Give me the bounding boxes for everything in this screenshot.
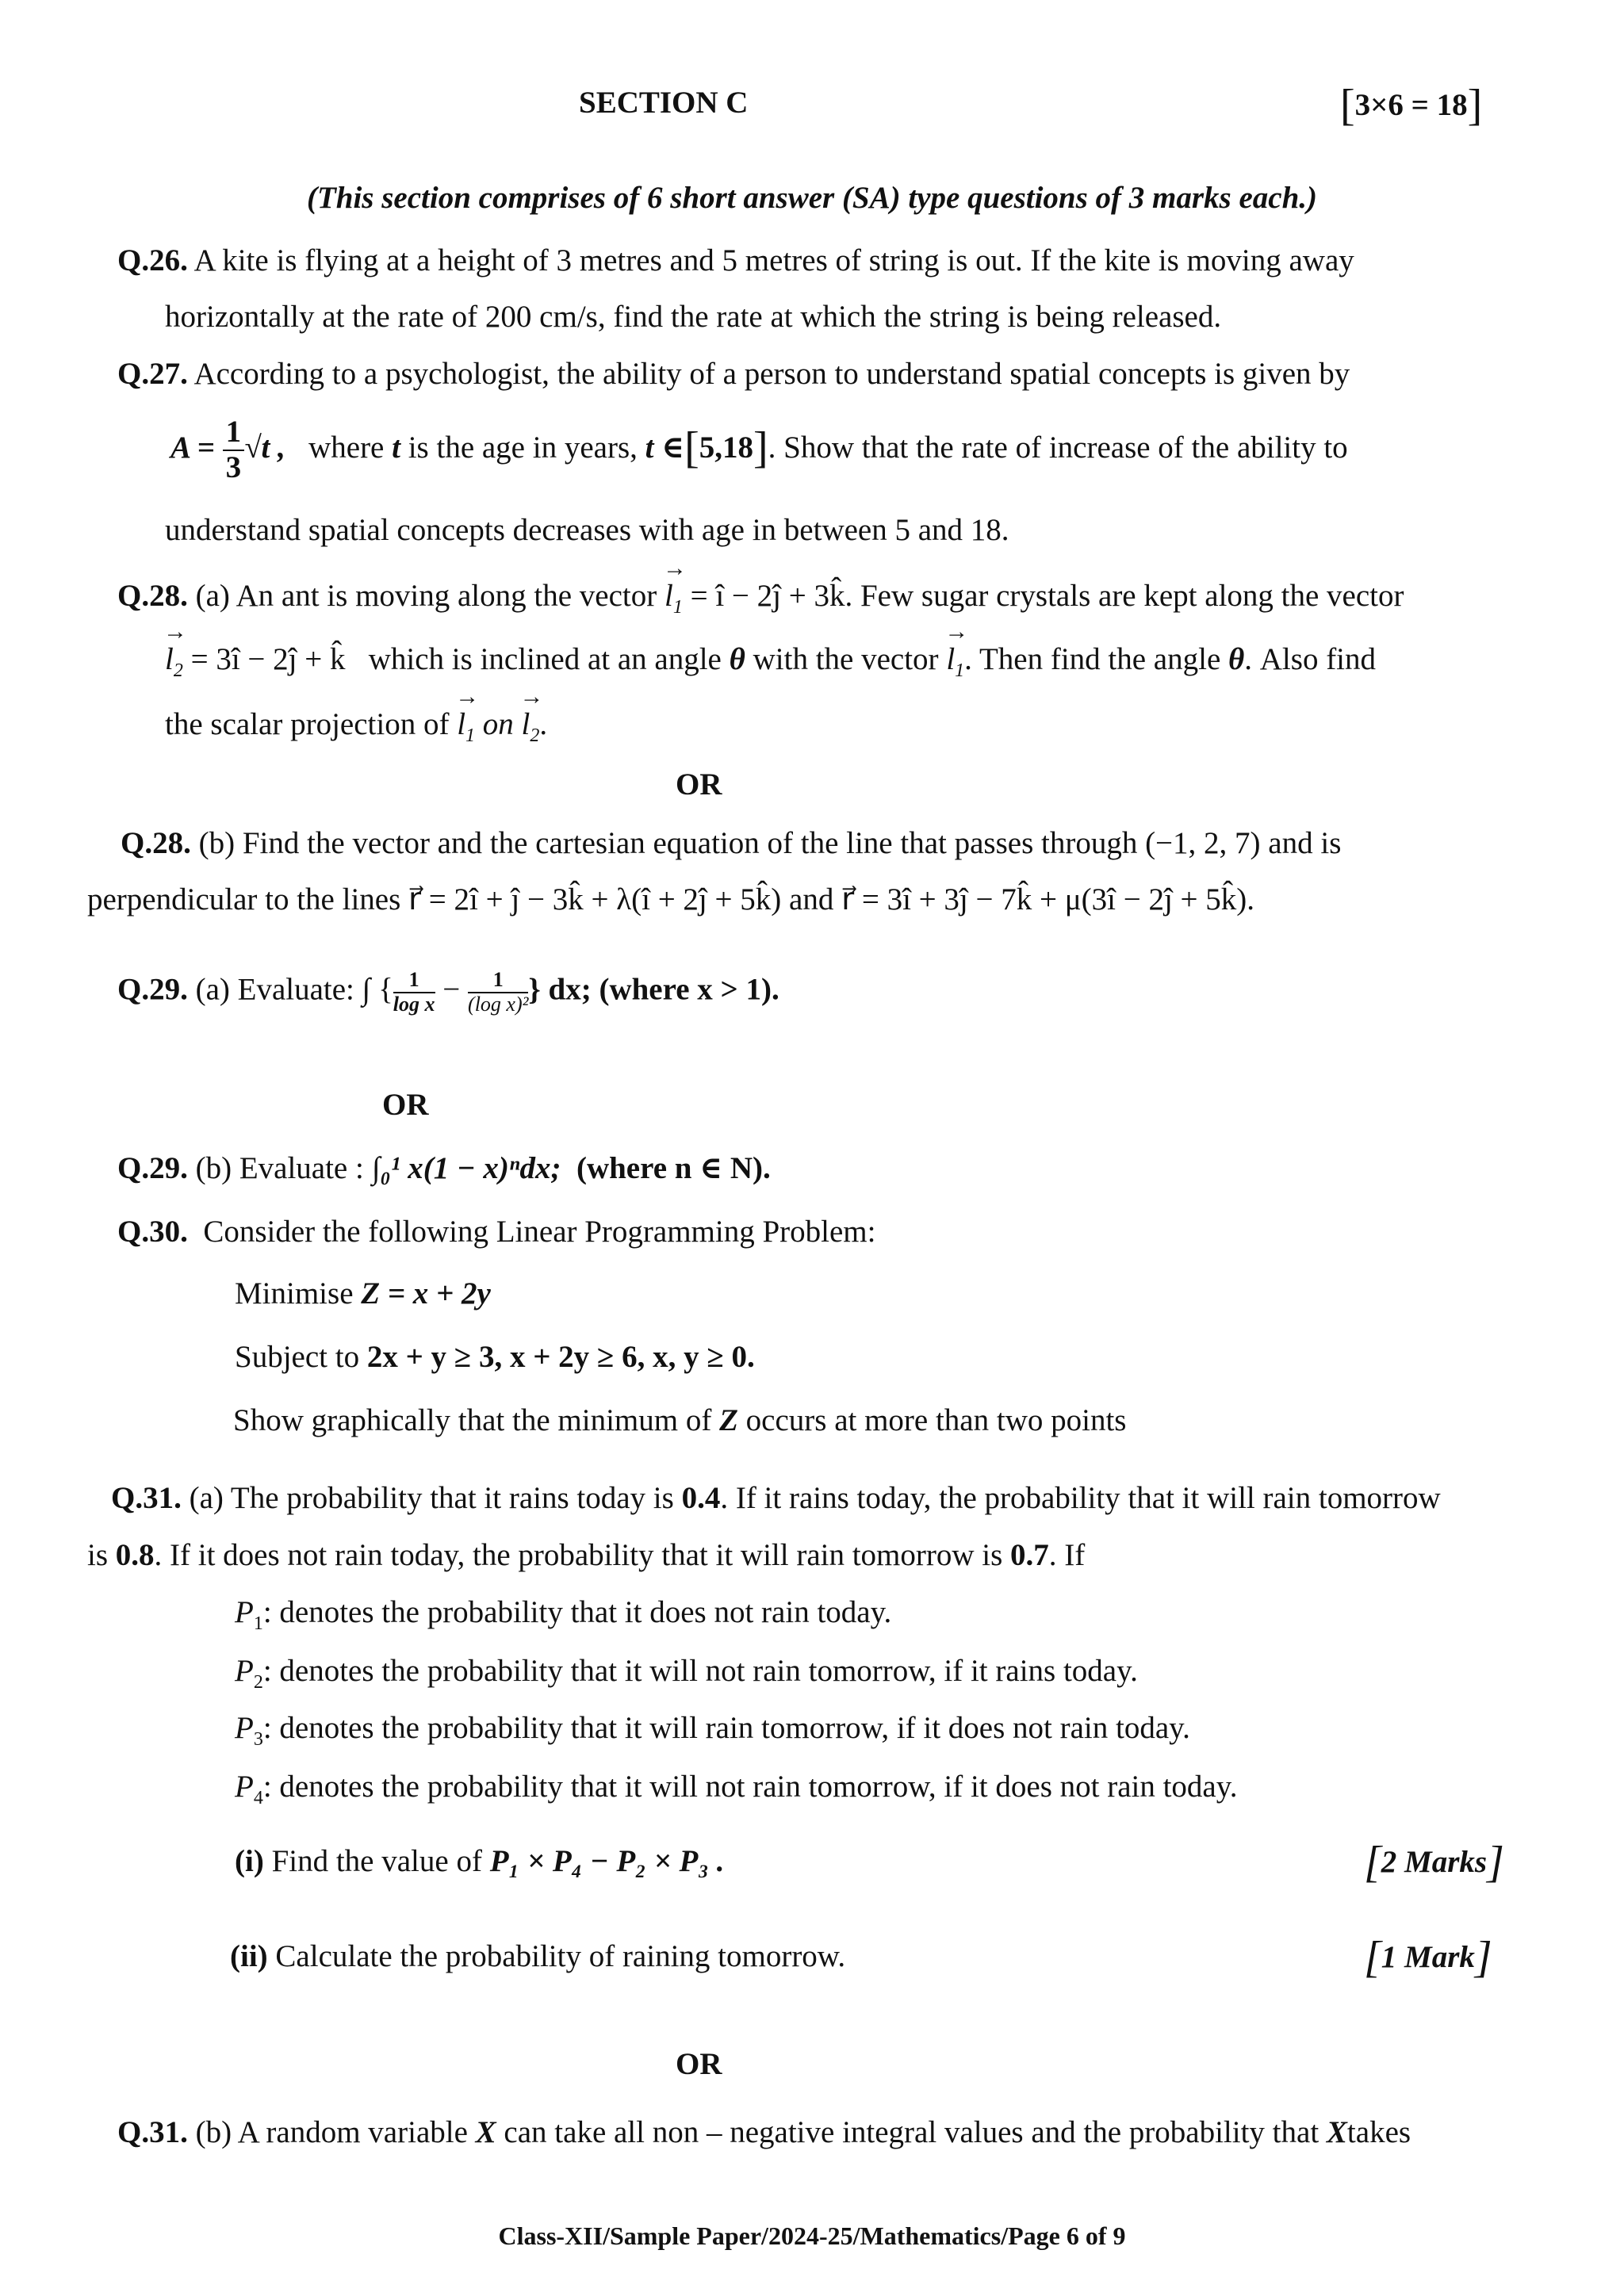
- section-marks: [3×6 = 18]: [1340, 81, 1483, 130]
- part-label: (b) Evaluate :: [195, 1151, 364, 1185]
- text: . If it rains today, the probability that it will rain tomorrow: [720, 1481, 1441, 1515]
- question-number: Q.26.: [117, 243, 188, 277]
- question-27: [117, 355, 1350, 394]
- text: . If it does not rain today, the probability that it will rain tomorrow is: [154, 1538, 1003, 1572]
- question-number: Q.31.: [117, 2115, 188, 2149]
- interval: 5,18: [699, 430, 753, 465]
- question-28a: [117, 577, 1404, 619]
- frac-den: 3: [225, 450, 242, 484]
- subpart-expr: P₁ × P₄ − P₂ × P₃ .: [489, 1844, 725, 1878]
- integral-tail: } dx; (where x > 1).: [528, 972, 779, 1007]
- question-31a-line2: [87, 1536, 1085, 1575]
- subpart-text: Find the value of: [271, 1844, 482, 1878]
- age-text: is the age in years,: [408, 430, 638, 465]
- theta: θ: [729, 642, 745, 676]
- where-text: where: [308, 430, 385, 465]
- lpp-constraints: [235, 1338, 755, 1377]
- subpart-label: (ii): [230, 1939, 268, 1973]
- question-number: Q.27.: [117, 357, 188, 391]
- value: 0.7: [1010, 1538, 1049, 1572]
- subpart-ii-marks: [1 Mark]: [1364, 1933, 1492, 1982]
- theta: θ: [1228, 642, 1245, 676]
- question-number: Q.30.: [117, 1215, 188, 1249]
- question-26: [117, 242, 1539, 281]
- vector-l1: → $l_1$: [665, 577, 683, 619]
- text: (b) A random variable: [195, 2115, 468, 2149]
- question-number: Q.28.: [117, 579, 188, 613]
- question-26-line2: horizontally at the rate of 200 cm/s, find the rate at which the string is being released.: [165, 300, 1222, 334]
- marks-total: 3×6 = 18: [1354, 88, 1468, 122]
- minus: −: [442, 972, 461, 1007]
- question-29a: [117, 969, 779, 1016]
- line2-rest: . Show that the rate of increase of the ability to: [768, 430, 1348, 465]
- subpart-text: Calculate the probability of raining tomorrow.: [275, 1939, 846, 1973]
- or-divider: OR: [676, 767, 722, 802]
- text-6: the scalar projection of: [165, 707, 450, 741]
- section-description: (This section comprises of 6 short answer (SA) type questions of 3 marks each.): [306, 181, 1318, 215]
- question-31b: [117, 2114, 1411, 2152]
- show-post: occurs at more than two points: [745, 1403, 1127, 1437]
- formula-lhs: A =: [170, 430, 215, 465]
- question-28a-line2: [165, 641, 1376, 683]
- question-27-line3: understand spatial concepts decreases with age in between 5 and 18.: [165, 513, 1009, 547]
- definition-p3: $P_3$: denotes the probability that it will rain tomorrow, if it does not rain today.: [235, 1711, 1190, 1750]
- question-29b: [117, 1150, 771, 1188]
- question-number: Q.31.: [111, 1481, 182, 1515]
- part-label: (a): [195, 579, 230, 613]
- vector-l1: → $l_1$: [457, 706, 475, 748]
- text-1: An ant is moving along the vector: [236, 579, 657, 613]
- question-text: According to a psychologist, the ability of a person to understand spatial concepts is given by: [193, 357, 1350, 391]
- lpp-objective: [235, 1275, 491, 1314]
- var-t: t: [392, 430, 400, 465]
- text-5: . Also find: [1244, 642, 1377, 676]
- fraction-2: $\frac{1}{\text{(log x)²}}$: [468, 968, 529, 1016]
- var-x: X: [1326, 2115, 1347, 2149]
- question-28b: [121, 825, 1341, 863]
- question-27-formula-line: A = $\frac{1}{3}$ √t , where t is the age in years, t ∈[5,18]. Show that the rate of increase of the ability to: [170, 415, 1348, 484]
- l1-equation: = î − 2ĵ + 3k̂. Few sugar crystals are kept along the vector: [690, 579, 1404, 613]
- subject-expr: 2x + y ≥ 3, x + 2y ≥ 6, x, y ≥ 0.: [366, 1340, 755, 1374]
- integral-expr: ∫₀¹ x(1 − x)ⁿdx;: [371, 1151, 561, 1185]
- subpart-label: (i): [235, 1844, 264, 1878]
- text: (a) The probability that it rains today is: [189, 1481, 674, 1515]
- question-28b-line2: perpendicular to the lines r⃗ = 2î + ĵ − 3k̂ + λ(î + 2ĵ + 5k̂) and r⃗ = 3î + 3ĵ − 7k̂ + μ(3î − 2ĵ + 5k̂).: [87, 882, 1255, 916]
- fraction-one-third: [223, 415, 245, 485]
- integral-tail: (where n ∈ N).: [576, 1151, 771, 1185]
- subpart-ii: [230, 1938, 845, 1976]
- text: . If: [1048, 1538, 1086, 1572]
- on-text: on: [482, 707, 514, 741]
- integral-open: ∫ {: [362, 972, 393, 1007]
- text-4: . Then find the angle: [964, 642, 1221, 676]
- text: can take all non – negative integral values and the probability that: [504, 2115, 1320, 2149]
- vector-l2: → $l_2$: [522, 706, 540, 748]
- vector-l2: → $l_2$: [165, 641, 183, 683]
- question-number: Q.28.: [121, 826, 191, 860]
- vector-l1: → $l_1$: [946, 641, 964, 683]
- frac-num: 1: [223, 415, 245, 451]
- question-30: [117, 1213, 875, 1252]
- definition-p2: $P_2$: denotes the probability that it will not rain tomorrow, if it rains today.: [235, 1654, 1138, 1693]
- part-label: (a) Evaluate:: [195, 972, 354, 1007]
- question-text: (b) Find the vector and the cartesian equation of the line that passes through (−1, 2, 7) and is: [198, 826, 1342, 860]
- value: 0.4: [681, 1481, 721, 1515]
- definition-p4: $P_4$: denotes the probability that it will not rain tomorrow, if it does not rain today.: [235, 1770, 1238, 1808]
- var-x: X: [475, 2115, 496, 2149]
- question-text: A kite is flying at a height of 3 metres and 5 metres of string is out. If the kite is moving away: [193, 243, 1354, 277]
- domain: t ∈: [645, 430, 685, 465]
- subject-label: Subject to: [235, 1340, 360, 1374]
- page-footer: Class-XII/Sample Paper/2024-25/Mathematics/Page 6 of 9: [498, 2221, 1126, 2250]
- section-title: SECTION C: [579, 86, 749, 120]
- lpp-instruction: [233, 1402, 1126, 1441]
- question-number: Q.29.: [117, 972, 188, 1007]
- minimise-expr: Z = x + 2y: [361, 1276, 491, 1311]
- text-2: which is inclined at an angle: [368, 642, 722, 676]
- value: 0.8: [115, 1538, 155, 1572]
- text: takes: [1346, 2115, 1411, 2149]
- or-divider: OR: [382, 1088, 429, 1122]
- question-number: Q.29.: [117, 1151, 188, 1185]
- question-31a: [111, 1479, 1441, 1518]
- question-text: Consider the following Linear Programming Problem:: [203, 1215, 876, 1249]
- question-28a-line3: the scalar projection of → $l_1$ on → $l_2$.: [165, 706, 547, 748]
- text: is: [87, 1538, 109, 1572]
- text-3: with the vector: [753, 642, 939, 676]
- subpart-i-marks: [2 Marks]: [1364, 1838, 1504, 1887]
- show-var: Z: [719, 1403, 738, 1437]
- l2-equation: = 3î − 2ĵ + k̂: [190, 642, 346, 676]
- sqrt-t: √t ,: [244, 430, 285, 465]
- definition-p1: $P_1$: denotes the probability that it does not rain today.: [235, 1595, 892, 1634]
- or-divider: OR: [676, 2047, 722, 2081]
- minimise-label: Minimise: [235, 1276, 354, 1311]
- subpart-i: [235, 1843, 724, 1881]
- fraction-1: $\frac{1}{\text{log x}}$: [393, 968, 435, 1016]
- show-pre: Show graphically that the minimum of: [233, 1403, 712, 1437]
